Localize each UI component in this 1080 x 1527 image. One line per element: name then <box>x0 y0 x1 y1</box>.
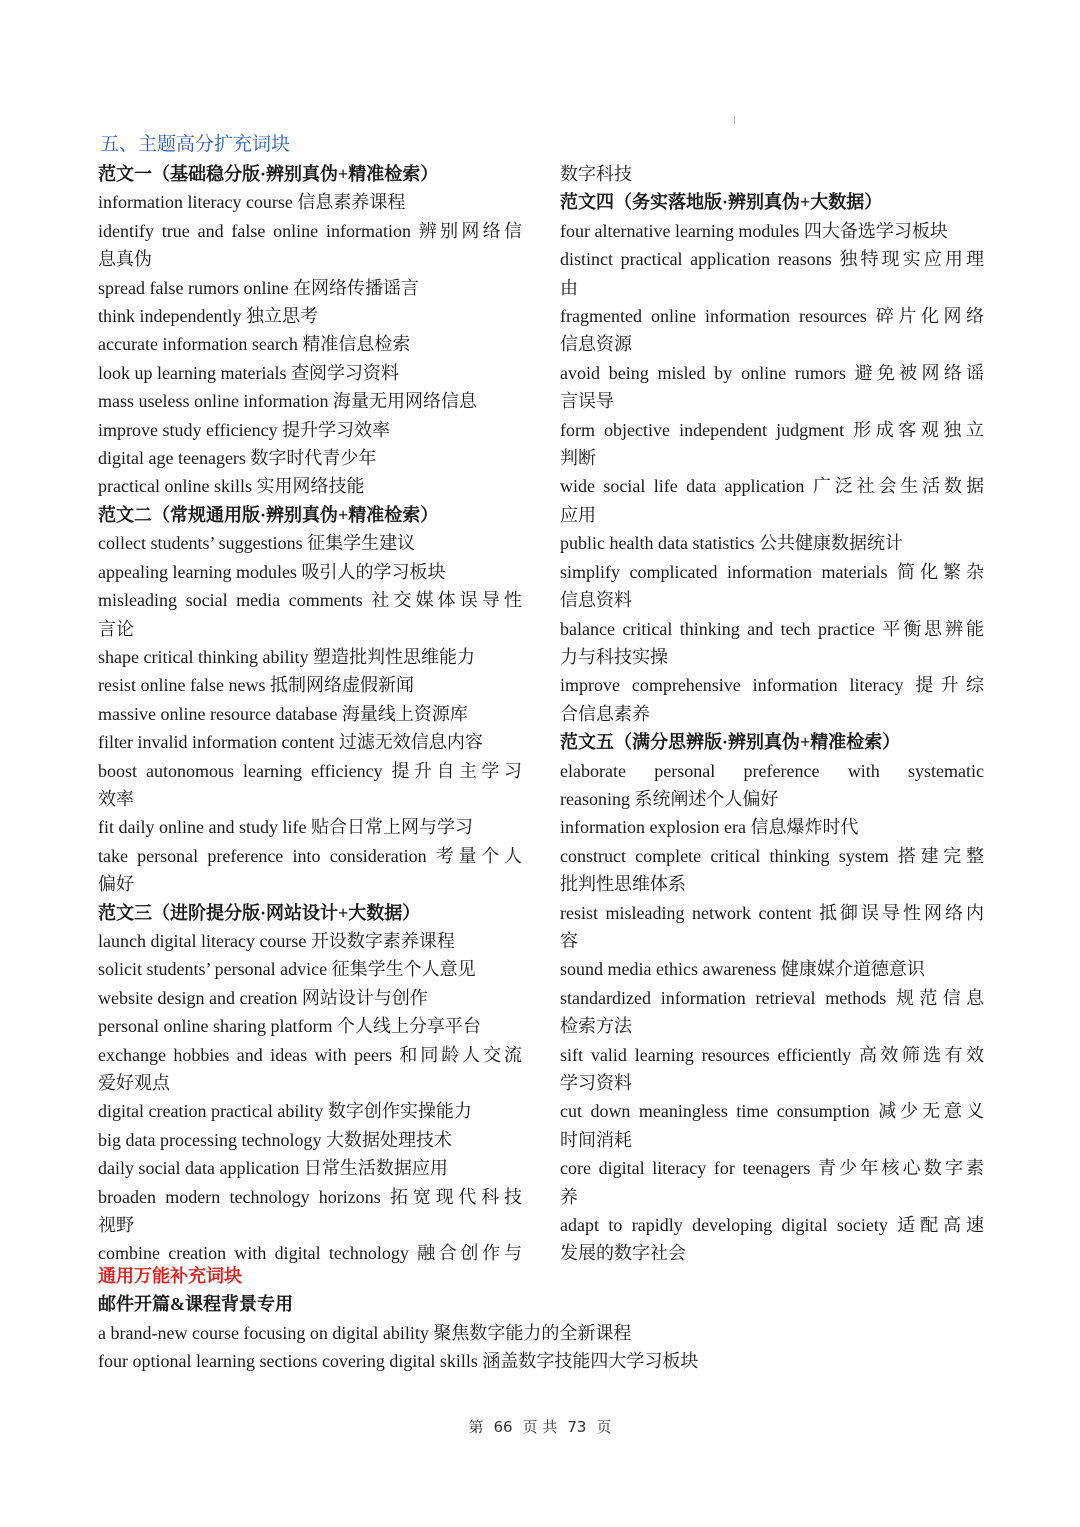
phrase-line: daily social data application 日常生活数据应用 <box>98 1158 448 1179</box>
phrase-line: 爱好观点 <box>98 1073 170 1093</box>
phrase-line: personal online sharing platform 个人线上分享平台 <box>98 1016 481 1037</box>
phrase-line: construct complete critical thinking system 搭建完整 <box>560 845 984 866</box>
phrase-line: a brand-new course focusing on digital ability 聚焦数字能力的全新课程 <box>98 1322 632 1343</box>
phrase-line: improve study efficiency 提升学习效率 <box>98 419 391 440</box>
phrase-line: 息真伪 <box>98 249 152 270</box>
left-column <box>98 160 522 1268</box>
phrase-line: solicit students’ personal advice 征集学生个人意见 <box>98 959 476 980</box>
section-title: 五、主题高分扩充词块 <box>100 134 291 155</box>
phrase-line: collect students’ suggestions 征集学生建议 <box>98 533 416 554</box>
phrase-line: identify true and false online information 辨别网络信 <box>98 220 522 241</box>
phrase-line: 容 <box>560 930 578 951</box>
phrase-line: 发展的数字社会 <box>560 1243 686 1264</box>
phrase-line: 批判性思维体系 <box>560 874 686 895</box>
phrase-line: big data processing technology 大数据处理技术 <box>98 1129 452 1150</box>
email-opening-subheading: 邮件开篇&课程背景专用 <box>98 1294 293 1315</box>
phrase-line: website design and creation 网站设计与创作 <box>98 987 428 1008</box>
phrase-line: appealing learning modules 吸引人的学习板块 <box>98 561 446 582</box>
phrase-line: misleading social media comments 社交媒体误导性 <box>98 590 522 611</box>
phrase-line: four optional learning sections covering digital skills 涵盖数字技能四大学习板块 <box>98 1351 699 1372</box>
page-footer <box>0 1416 1080 1437</box>
phrase-line: 信息资料 <box>560 590 632 611</box>
phrase-line: 偏好 <box>98 874 134 895</box>
phrase-line: spread false rumors online 在网络传播谣言 <box>98 277 419 298</box>
phrase-line: mass useless online information 海量无用网络信息 <box>98 391 477 412</box>
model-essay-heading: 范文二（常规通用版·辨别真伪+精准检索） <box>98 504 439 525</box>
phrase-line: shape critical thinking ability 塑造批判性思维能力 <box>98 646 475 667</box>
phrase-line: sound media ethics awareness 健康媒介道德意识 <box>560 959 925 980</box>
phrase-line: form objective independent judgment 形成客观独立 <box>560 419 984 440</box>
bottom-section <box>98 1262 998 1376</box>
total-pages: 73 <box>567 1418 587 1436</box>
model-essay-heading: 范文三（进阶提分版·网站设计+大数据） <box>98 902 421 923</box>
phrase-line: core digital literacy for teenagers 青少年核心数字素 <box>560 1158 984 1179</box>
phrase-line: public health data statistics 公共健康数据统计 <box>560 533 903 554</box>
phrase-line: balance critical thinking and tech practice 平衡思辨能 <box>560 618 984 639</box>
phrase-line: improve comprehensive information literacy 提升综 <box>560 675 984 696</box>
phrase-line: 养 <box>560 1186 578 1207</box>
phrase-line: wide social life data application 广泛社会生活数据 <box>560 476 984 497</box>
footer-prefix: 第 <box>468 1418 484 1436</box>
phrase-line: sift valid learning resources efficiently 高效筛选有效 <box>560 1044 984 1065</box>
model-essay-heading: 范文四（务实落地版·辨别真伪+大数据） <box>560 192 883 213</box>
phrase-line: 判断 <box>560 448 596 469</box>
phrase-line: 言误导 <box>560 391 614 412</box>
general-phrases-heading: 通用万能补充词块 <box>98 1266 242 1286</box>
phrase-line: look up learning materials 查阅学习资料 <box>98 362 399 383</box>
phrase-line: 时间消耗 <box>560 1129 632 1150</box>
phrase-line: boost autonomous learning efficiency 提升自主学习 <box>98 760 522 781</box>
phrase-line: avoid being misled by online rumors 避免被网络谣 <box>560 362 984 383</box>
phrase-line: elaborate personal preference with systematic <box>560 760 984 781</box>
phrase-line: fragmented online information resources 碎片化网络 <box>560 306 984 327</box>
phrase-line: accurate information search 精准信息检索 <box>98 334 411 355</box>
model-essay-heading: 范文五（满分思辨版·辨别真伪+精准检索） <box>560 732 901 753</box>
phrase-line: 效率 <box>98 788 134 809</box>
phrase-line: 由 <box>560 277 578 298</box>
phrase-line: filter invalid information content 过滤无效信息内容 <box>98 732 483 753</box>
phrase-line: adapt to rapidly developing digital society 适配高速 <box>560 1215 984 1236</box>
phrase-line: four alternative learning modules 四大备选学习板块 <box>560 220 948 241</box>
phrase-line: resist misleading network content 抵御误导性网络内 <box>560 902 984 923</box>
phrase-line: information literacy course 信息素养课程 <box>98 192 406 213</box>
phrase-line: resist online false news 抵制网络虚假新闻 <box>98 675 414 696</box>
phrase-line: simplify complicated information materials 简化繁杂 <box>560 561 984 582</box>
page-corner-mark <box>734 116 735 124</box>
phrase-line: practical online skills 实用网络技能 <box>98 476 365 497</box>
footer-suffix: 页 <box>596 1418 612 1436</box>
phrase-line: information explosion era 信息爆炸时代 <box>560 817 859 838</box>
phrase-line: 信息资源 <box>560 334 632 355</box>
phrase-line: digital age teenagers 数字时代青少年 <box>98 448 377 469</box>
phrase-line: launch digital literacy course 开设数字素养课程 <box>98 930 455 951</box>
phrase-line: distinct practical application reasons 独特现实应用理 <box>560 249 984 270</box>
phrase-line: 力与科技实操 <box>560 646 668 667</box>
phrase-line: 合信息素养 <box>560 703 650 724</box>
phrase-line: cut down meaningless time consumption 减少无意义 <box>560 1101 984 1122</box>
phrase-line: massive online resource database 海量线上资源库 <box>98 703 468 724</box>
phrase-line: 视野 <box>98 1215 134 1236</box>
phrase-line: think independently 独立思考 <box>98 306 318 327</box>
footer-middle: 页 共 <box>522 1418 558 1436</box>
page-number: 66 <box>493 1418 513 1436</box>
model-essay-heading: 范文一（基础稳分版·辨别真伪+精准检索） <box>98 164 439 184</box>
phrase-line: standardized information retrieval methods 规范信息 <box>560 987 984 1008</box>
right-column <box>560 160 984 1268</box>
phrase-line: 言论 <box>98 618 134 639</box>
phrase-line: exchange hobbies and ideas with peers 和同龄人交流 <box>98 1044 522 1065</box>
phrase-line: 检索方法 <box>560 1016 632 1037</box>
phrase-line: digital creation practical ability 数字创作实操能力 <box>98 1101 472 1122</box>
phrase-line: 应用 <box>560 504 596 525</box>
phrase-line: take personal preference into consideration 考量个人 <box>98 845 522 866</box>
phrase-line: reasoning 系统阐述个人偏好 <box>560 788 779 809</box>
phrase-line: 数字科技 <box>560 164 632 184</box>
phrase-line: 学习资料 <box>560 1073 632 1093</box>
phrase-line: broaden modern technology horizons 拓宽现代科技 <box>98 1186 522 1207</box>
phrase-line: combine creation with digital technology 融合创作与 <box>98 1243 522 1264</box>
phrase-line: fit daily online and study life 贴合日常上网与学习 <box>98 817 473 838</box>
